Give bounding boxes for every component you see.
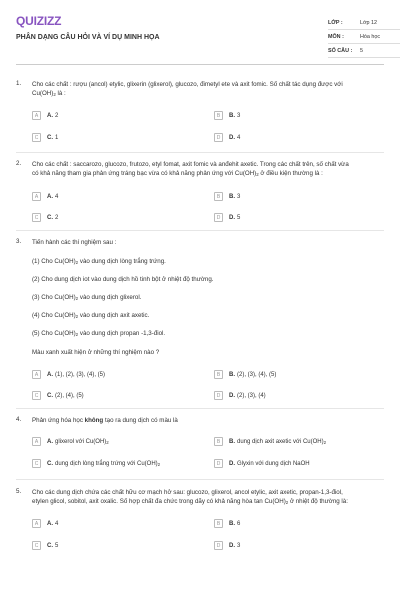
option-box[interactable]: A	[32, 519, 41, 528]
question-prompt: Màu xanh xuất hiện ở những thí nghiệm nào ?	[32, 349, 160, 356]
text-fragment: dung dịch axit axetic với Cu(OH)	[237, 438, 324, 445]
question-text-line: Tiến hành các thí nghiệm sau :	[32, 239, 117, 246]
subscript: 2	[256, 172, 259, 177]
question-text-line	[32, 89, 378, 99]
option-letter: B.	[229, 193, 235, 200]
text-fragment: Glyxin với dung dịch NaOH	[237, 460, 310, 467]
option-b[interactable]	[214, 110, 240, 121]
option-box[interactable]: B	[214, 111, 223, 120]
question-number: 2.	[16, 160, 22, 167]
option-box[interactable]: D	[214, 133, 223, 142]
option-box[interactable]: A	[32, 437, 41, 446]
meta-value: 5	[360, 47, 363, 54]
meta-table	[328, 16, 400, 58]
option-letter: D.	[229, 134, 235, 141]
option-letter: A.	[47, 520, 53, 527]
option-c[interactable]	[32, 132, 58, 143]
option-letter: C.	[47, 460, 53, 467]
text-fragment: (3) Cho Cu(OH)	[32, 294, 76, 301]
option-a[interactable]	[32, 369, 105, 380]
option-text: 6	[237, 520, 241, 527]
option-b[interactable]	[214, 436, 326, 447]
text-fragment: vào dung dịch propan -1,3-điol.	[78, 330, 166, 337]
option-text: 5	[237, 214, 241, 221]
option-letter: A.	[47, 112, 53, 119]
text-fragment: glixerol với Cu(OH)	[55, 438, 107, 445]
option-text: (2), (4), (5)	[55, 392, 84, 399]
text-fragment: (2) Cho dung dịch iot vào dung dịch hồ tinh bột ở nhiệt độ thường.	[32, 276, 214, 283]
text-fragment: vào dung dịch lòng trắng trứng.	[78, 258, 166, 265]
option-b[interactable]	[214, 518, 240, 529]
option-text: 4	[237, 134, 241, 141]
option-a[interactable]	[32, 110, 58, 121]
option-letter: B.	[229, 112, 235, 119]
option-box[interactable]: C	[32, 459, 41, 468]
option-c[interactable]	[32, 458, 160, 469]
subscript: 2	[157, 461, 161, 467]
option-letter: C.	[47, 542, 53, 549]
option-box[interactable]: B	[214, 192, 223, 201]
text-fragment: etylen glicol, sobitol, axit oxalic. Số hợp chất đa chức trong dãy có khả năng hòa tan Cu(OH)	[32, 498, 286, 505]
option-d[interactable]	[214, 212, 240, 223]
text-fragment: dung dịch lòng trắng trứng với Cu(OH)	[55, 460, 158, 467]
option-text	[55, 461, 160, 467]
option-d[interactable]	[214, 132, 240, 143]
question-text	[32, 160, 378, 179]
option-a[interactable]	[32, 518, 58, 529]
header-divider	[16, 64, 384, 65]
question-number: 3.	[16, 238, 22, 245]
subscript: 2	[323, 439, 327, 445]
option-letter: D.	[229, 542, 235, 549]
meta-row-grade	[328, 16, 400, 30]
question-4	[16, 416, 384, 476]
experiment-line	[32, 257, 166, 267]
worksheet-header	[16, 12, 384, 60]
option-box[interactable]: B	[214, 519, 223, 528]
meta-label: MÔN :	[328, 33, 344, 40]
option-letter: A.	[47, 371, 53, 378]
option-box[interactable]: A	[32, 370, 41, 379]
text-fragment: (4) Cho Cu(OH)	[32, 312, 76, 319]
option-box[interactable]: B	[214, 370, 223, 379]
subscript: 2	[75, 332, 79, 337]
option-text: (2), (3), (4)	[237, 392, 266, 399]
subscript: 2	[75, 314, 79, 319]
meta-row-subject	[328, 30, 400, 44]
option-box[interactable]: C	[32, 133, 41, 142]
option-text: 2	[55, 112, 59, 119]
worksheet-title: PHÂN DẠNG CÂU HỎI VÀ VÍ DỤ MINH HỌA	[16, 34, 160, 41]
option-b[interactable]	[214, 191, 240, 202]
option-text	[55, 439, 109, 445]
option-box[interactable]: D	[214, 459, 223, 468]
question-number: 4.	[16, 416, 22, 423]
option-c[interactable]	[32, 212, 58, 223]
subscript: 2	[75, 260, 79, 265]
question-text	[32, 80, 378, 99]
option-box[interactable]: C	[32, 391, 41, 400]
text-fragment: có khả năng tham gia phản ứng tráng bạc vừa có khả năng phản ứng với Cu(OH)	[32, 170, 257, 177]
question-5	[16, 488, 384, 558]
option-box[interactable]: D	[214, 541, 223, 550]
meta-value: Hóa học	[360, 33, 381, 40]
meta-row-count	[328, 44, 400, 58]
option-c[interactable]	[32, 390, 84, 401]
option-letter: C.	[47, 214, 53, 221]
quizizz-logo[interactable]: QUIZIZZ	[16, 14, 62, 28]
text-fragment: (5) Cho Cu(OH)	[32, 330, 76, 337]
option-d[interactable]	[214, 390, 266, 401]
option-letter: A.	[47, 193, 53, 200]
option-text: (2), (3), (4), (5)	[237, 371, 277, 378]
option-text: 3	[237, 112, 241, 119]
text-fragment: ở nhiệt độ thường là:	[288, 498, 348, 505]
text-fragment: (1) Cho Cu(OH)	[32, 258, 76, 265]
text-fragment: Phản ứng hóa học	[32, 417, 85, 424]
option-d[interactable]	[214, 540, 240, 551]
option-letter: B.	[229, 438, 235, 445]
option-letter: D.	[229, 460, 235, 467]
option-text: 1	[55, 134, 59, 141]
experiment-line	[32, 311, 149, 321]
option-letter: C.	[47, 134, 53, 141]
option-letter: B.	[229, 371, 235, 378]
option-text: 5	[55, 542, 59, 549]
question-text-line: Cho các chất : saccarozo, glucozo, frutozo, etyl fomat, axit fomic và anđehit axetic. Trong các chất trên, số chất vừa	[32, 161, 349, 168]
text-fragment: vào dung dịch glixerol.	[78, 294, 142, 301]
option-text: 3	[237, 193, 241, 200]
option-text: 4	[55, 193, 59, 200]
option-box[interactable]: A	[32, 111, 41, 120]
option-box[interactable]: C	[32, 541, 41, 550]
subscript: 2	[53, 92, 56, 97]
question-1	[16, 80, 384, 150]
text-fragment: Cu(OH)	[32, 90, 54, 97]
option-text	[237, 439, 326, 445]
experiment-line	[32, 329, 165, 339]
question-text-line: Cho các chất : rượu (ancol) etylic, glixerin (glixerol), glucozo, đimetyl ete và axit fomic. Số chất tác dụng được với	[32, 81, 343, 88]
question-number: 5.	[16, 488, 22, 495]
text-fragment: vào dung dịch axit axetic.	[78, 312, 150, 319]
question-2	[16, 160, 384, 230]
option-box[interactable]: D	[214, 391, 223, 400]
option-text	[237, 461, 310, 467]
experiment-line	[32, 275, 214, 285]
text-fragment: tạo ra dung dịch có màu là	[103, 417, 178, 424]
experiment-line	[32, 293, 141, 303]
option-a[interactable]	[32, 436, 109, 447]
question-text	[32, 488, 378, 507]
text-fragment: ở điều kiện thường là :	[258, 170, 323, 177]
meta-label: SỐ CÂU :	[328, 47, 353, 54]
question-number: 1.	[16, 80, 22, 87]
option-box[interactable]: C	[32, 213, 41, 222]
option-letter: D.	[229, 392, 235, 399]
subscript: 2	[75, 296, 79, 301]
option-text: (1), (2), (3), (4), (5)	[55, 371, 106, 378]
option-letter: C.	[47, 392, 53, 399]
option-letter: D.	[229, 214, 235, 221]
option-text: 3	[237, 542, 241, 549]
question-text-line	[32, 497, 378, 507]
question-divider	[16, 479, 384, 480]
text-fragment: là :	[55, 90, 66, 97]
option-box[interactable]: B	[214, 437, 223, 446]
meta-value: Lớp 12	[360, 19, 378, 26]
option-box[interactable]: A	[32, 192, 41, 201]
subscript: 2	[285, 500, 289, 505]
option-c[interactable]	[32, 540, 58, 551]
question-divider	[16, 408, 384, 409]
option-a[interactable]	[32, 191, 58, 202]
question-divider	[16, 152, 384, 153]
question-text-line	[32, 169, 378, 179]
subscript: 2	[106, 439, 109, 445]
option-b[interactable]	[214, 369, 276, 380]
option-box[interactable]: D	[214, 213, 223, 222]
question-text	[32, 416, 378, 425]
option-text: 4	[55, 520, 59, 527]
meta-label: LỚP :	[328, 19, 343, 26]
question-divider	[16, 230, 384, 231]
option-d[interactable]	[214, 458, 310, 469]
option-letter: B.	[229, 520, 235, 527]
question-text-line: Cho các dung dịch chứa các chất hữu cơ mạch hở sau: glucozo, glixerol, ancol etylic, axit axetic, propan-1,3-điol,	[32, 489, 343, 496]
option-letter: A.	[47, 438, 53, 445]
question-3	[16, 238, 384, 404]
emphasis-text: không	[84, 417, 104, 424]
option-text: 2	[55, 214, 59, 221]
